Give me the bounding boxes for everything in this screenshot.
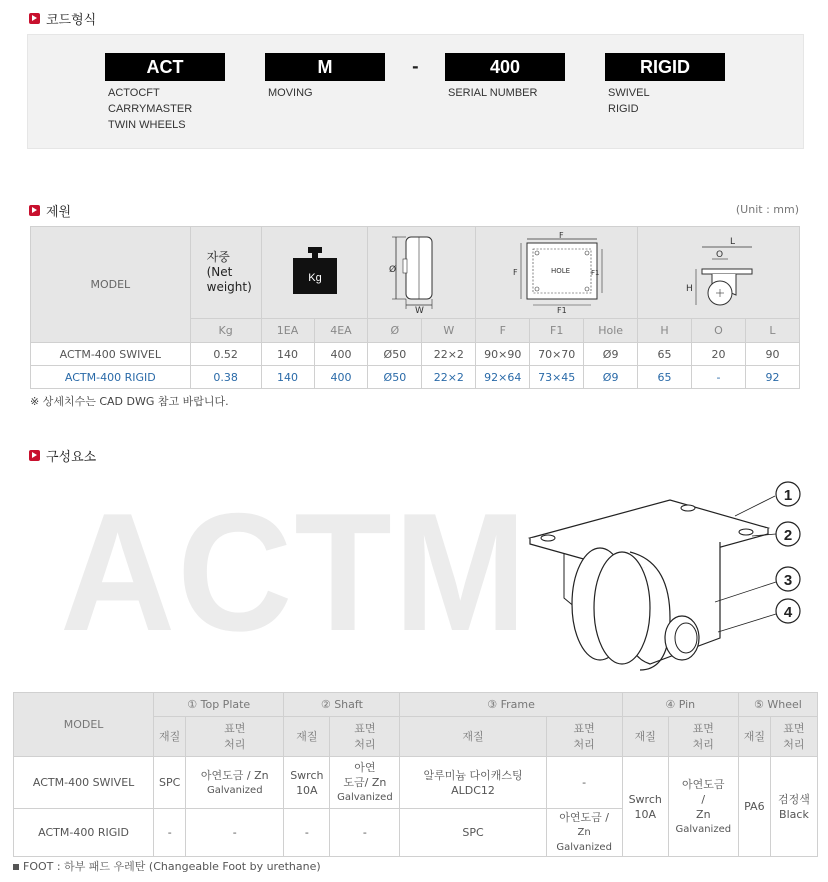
code-label: RIGID xyxy=(605,53,725,81)
cell: Ø9 xyxy=(584,343,638,366)
cell: SPC xyxy=(400,809,546,857)
cell: Ø50 xyxy=(368,343,422,366)
cell: - xyxy=(284,809,330,857)
cell xyxy=(400,757,546,809)
dim-hole-label: HOLE xyxy=(550,267,570,275)
section-title-text: 제원 xyxy=(46,204,72,220)
material-header: 재질 xyxy=(622,717,668,757)
plate-diagram-cell xyxy=(476,227,638,319)
code-item-act xyxy=(105,53,225,133)
red-arrow-bullet-icon xyxy=(29,450,40,461)
table-row xyxy=(31,366,800,389)
cell: 65 xyxy=(638,366,692,389)
weight-kg-icon xyxy=(290,245,340,297)
table-row xyxy=(14,757,818,809)
cad-note: ※ 상세치수는 CAD DWG 참고 바랍니다. xyxy=(30,395,229,408)
wheel-diagram-cell xyxy=(368,227,476,319)
header-line: 처리 xyxy=(354,737,376,751)
header-line: 자중 xyxy=(206,250,230,264)
cell: 92×64 xyxy=(476,366,530,389)
header-line: 처리 xyxy=(573,737,595,751)
code-dash: - xyxy=(412,57,419,76)
material-header: 재질 xyxy=(400,717,546,757)
cell-line: Swrch xyxy=(628,792,662,806)
cell-line: Swrch xyxy=(290,768,324,782)
code-label: 400 xyxy=(445,53,565,81)
code-item-m xyxy=(265,53,385,101)
group-wheel: ⑤ Wheel xyxy=(738,693,817,717)
dim-l-label: L xyxy=(729,237,735,247)
model-header: MODEL xyxy=(14,693,154,757)
dim-f1-side-label: F1 xyxy=(590,269,600,277)
cell: ACTM-400 RIGID xyxy=(31,366,191,389)
code-desc-line: MOVING xyxy=(268,87,313,99)
dim-f-side-label: F xyxy=(512,268,518,277)
code-desc xyxy=(608,85,725,117)
subheader-o: O xyxy=(692,319,746,343)
cell-line: Zn xyxy=(577,827,591,838)
section-title-text: 구성요소 xyxy=(46,449,97,465)
cell-line: 10A xyxy=(296,783,318,797)
cell-line: Galvanized xyxy=(675,823,732,835)
cell: 92 xyxy=(745,366,799,389)
cell: 65 xyxy=(638,343,692,366)
group-top-plate: ① Top Plate xyxy=(154,693,284,717)
subheader-hole: Hole xyxy=(584,319,638,343)
material-header: 재질 xyxy=(154,717,186,757)
cell-line: ALDC12 xyxy=(451,783,495,797)
subheader-h: H xyxy=(638,319,692,343)
code-label: M xyxy=(265,53,385,81)
caster-dimension-diagram xyxy=(664,229,774,313)
cell-line: Galvanized xyxy=(206,784,263,796)
red-arrow-bullet-icon xyxy=(29,205,40,216)
cell xyxy=(770,757,817,857)
cell: 90×90 xyxy=(476,343,530,366)
cell: 22×2 xyxy=(422,343,476,366)
header-line: 표면 xyxy=(783,721,805,735)
header-line: 처리 xyxy=(783,737,805,751)
cell: ACTM-400 SWIVEL xyxy=(31,343,191,366)
cell-line: 아연도금 / Zn xyxy=(200,768,269,782)
group-pin: ④ Pin xyxy=(622,693,738,717)
caster-diagram-cell xyxy=(638,227,800,319)
cell: 0.38 xyxy=(190,366,261,389)
cell-line: / xyxy=(701,792,706,806)
cell: 140 xyxy=(261,343,314,366)
code-desc-line: CARRYMASTER xyxy=(108,103,193,115)
header-line: 처리 xyxy=(692,737,714,751)
subheader-l: L xyxy=(745,319,799,343)
cell: 73×45 xyxy=(530,366,584,389)
cell: Ø50 xyxy=(368,366,422,389)
header-line: 표면 xyxy=(692,721,714,735)
cell: ACTM-400 RIGID xyxy=(14,809,154,857)
cell-line: 알루미늄 다이캐스팅 xyxy=(423,768,523,782)
code-desc-line: RIGID xyxy=(608,103,639,115)
code-desc-line: SWIVEL xyxy=(608,87,650,99)
code-label: ACT xyxy=(105,53,225,81)
red-arrow-bullet-icon xyxy=(29,13,40,24)
dim-f1-label: F1 xyxy=(556,306,567,313)
cell: Ø9 xyxy=(584,366,638,389)
subheader-kg: Kg xyxy=(190,319,261,343)
code-desc-line: SERIAL NUMBER xyxy=(448,87,538,99)
surface-header xyxy=(770,717,817,757)
section-title-code-format xyxy=(29,10,96,26)
header-line: (Net xyxy=(206,265,233,279)
cell: - xyxy=(546,757,622,809)
surface-header xyxy=(546,717,622,757)
subheader-4ea: 4EA xyxy=(314,319,368,343)
subheader-f: F xyxy=(476,319,530,343)
header-line: 처리 xyxy=(224,737,246,751)
cell: SPC xyxy=(154,757,186,809)
group-frame: ③ Frame xyxy=(400,693,622,717)
cell-line: Zn xyxy=(696,807,711,821)
cell: 400 xyxy=(314,343,368,366)
code-item-400 xyxy=(445,53,565,101)
surface-header xyxy=(668,717,738,757)
spec-table xyxy=(30,226,800,389)
cell xyxy=(330,757,400,809)
cell-line: 검정색 xyxy=(777,792,810,806)
cell: 20 xyxy=(692,343,746,366)
cell-line: Black xyxy=(779,807,809,821)
code-desc xyxy=(448,85,565,101)
dim-w-label: W xyxy=(414,306,424,313)
cell: 70×70 xyxy=(530,343,584,366)
cell xyxy=(284,757,330,809)
weight-icon-cell xyxy=(261,227,368,319)
callout-1: 1 xyxy=(783,487,793,504)
group-shaft: ② Shaft xyxy=(284,693,400,717)
foot-note xyxy=(13,858,321,874)
section-title-components xyxy=(29,447,96,463)
surface-header xyxy=(330,717,400,757)
callout-4: 4 xyxy=(783,604,793,621)
callout-3: 3 xyxy=(783,572,793,589)
subheader-1ea: 1EA xyxy=(261,319,314,343)
cell: 140 xyxy=(261,366,314,389)
dim-f-label: F xyxy=(558,231,564,240)
cell: - xyxy=(330,809,400,857)
model-header: MODEL xyxy=(31,227,191,343)
cell-line: 아연도금 / xyxy=(559,811,610,824)
subheader-w: W xyxy=(422,319,476,343)
header-line: 표면 xyxy=(354,721,376,735)
cell: 22×2 xyxy=(422,366,476,389)
dim-o-label: Ø xyxy=(388,265,396,275)
surface-header xyxy=(186,717,284,757)
code-desc-line: TWIN WHEELS xyxy=(108,119,186,131)
dim-o2-label: O xyxy=(715,250,723,260)
header-line: 표면 xyxy=(224,721,246,735)
code-desc xyxy=(108,85,225,133)
cell-line: Galvanized xyxy=(337,792,393,803)
cell: 0.52 xyxy=(190,343,261,366)
caster-product-illustration xyxy=(520,478,820,690)
plate-dimension-diagram xyxy=(507,229,607,313)
code-desc xyxy=(268,85,385,101)
cell xyxy=(546,809,622,857)
header-line: 표면 xyxy=(573,721,595,735)
section-title-text: 코드형식 xyxy=(46,12,97,28)
cell xyxy=(622,757,668,857)
cell: - xyxy=(186,809,284,857)
cell: - xyxy=(692,366,746,389)
callout-2: 2 xyxy=(783,527,793,544)
kg-icon-label: Kg xyxy=(307,272,322,284)
wheel-dimension-diagram xyxy=(382,229,462,313)
section-title-specs xyxy=(29,202,71,218)
code-format-box xyxy=(27,34,804,149)
cell xyxy=(668,757,738,857)
unit-label: (Unit : mm) xyxy=(735,203,799,216)
material-header: 재질 xyxy=(284,717,330,757)
dim-h-label: H xyxy=(685,284,693,294)
cell-line: Galvanized xyxy=(556,842,612,853)
cell: PA6 xyxy=(738,757,770,857)
watermark-model-text: ACTM xyxy=(60,478,529,666)
cell: 400 xyxy=(314,366,368,389)
foot-note-text: FOOT : 하부 패드 우레탄 (Changeable Foot by urethane) xyxy=(23,860,321,873)
cell: 90 xyxy=(745,343,799,366)
cell-line: 도금/ Zn xyxy=(343,776,387,789)
material-header: 재질 xyxy=(738,717,770,757)
net-weight-header xyxy=(190,227,261,319)
cell: - xyxy=(154,809,186,857)
cell-line: 아연 xyxy=(354,761,376,774)
subheader-diameter: Ø xyxy=(368,319,422,343)
cell-line: 아연도금 xyxy=(682,777,725,791)
cell-line: 10A xyxy=(634,807,656,821)
code-desc-line: ACTOCFT xyxy=(108,87,160,99)
header-line: weight) xyxy=(206,280,252,294)
table-row xyxy=(31,343,800,366)
parts-table xyxy=(13,692,818,857)
cell: ACTM-400 SWIVEL xyxy=(14,757,154,809)
cell xyxy=(186,757,284,809)
subheader-f1: F1 xyxy=(530,319,584,343)
code-item-rigid xyxy=(605,53,725,117)
square-bullet-icon xyxy=(13,864,19,870)
